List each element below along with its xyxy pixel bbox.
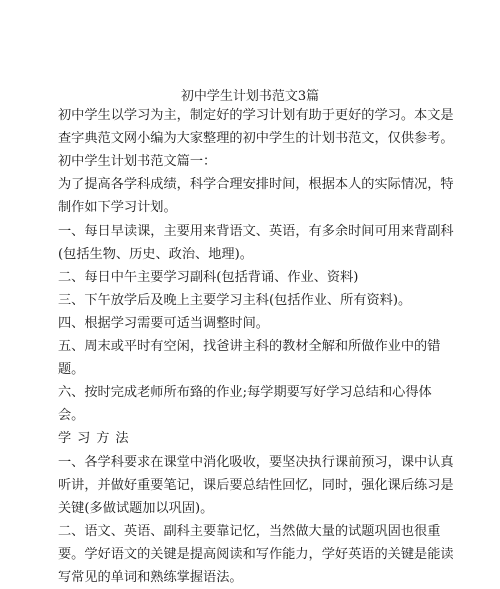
paragraph [58,104,488,150]
paragraph-line: 制作如下学习计划。 [58,200,177,216]
paragraph-line: 二、语文、英语、副科主要靠记忆，当然做大量的试题巩固也很重 [58,523,441,539]
paragraph-line: 一、每日早读课，主要用来背语文、英语，有多余时间可用来背副科 [58,223,454,239]
paragraph-line: 二、每日中午主要学习副科(包括背诵、作业、资料) [58,269,359,285]
paragraph-line: 三、下午放学后及晚上主要学习主科(包括作业、所有资料)。 [58,292,412,308]
paragraph [58,289,488,312]
paragraph-line: 初中学生以学习为主，制定好的学习计划有助于更好的学习。本文是 [58,108,454,123]
paragraph [58,150,488,173]
paragraph-line: 查字典范文网小编为大家整理的初中学生的计划书范文，仅供参考。 [58,131,454,146]
paragraph [58,335,488,381]
section-heading: 学习方法 [58,431,135,447]
paragraph-line: 四、根据学习需要可适当调整时间。 [58,315,269,331]
paragraph [58,173,488,219]
paragraph-line: 听讲，并做好重要笔记，课后要总结性回忆，同时，强化课后练习是 [58,477,454,493]
paragraph-line: 一、各学科要求在课堂中消化吸收，要坚决执行课前预习，课中认真 [58,454,454,470]
paragraph [58,520,488,589]
paragraph [58,381,488,427]
paragraph-line: 关键(多做试题加以巩固)。 [58,500,214,516]
paragraph-line: 要。学好语文的关键是提高阅读和写作能力，学好英语的关键是能读 [58,546,454,562]
paragraph [58,220,488,266]
paragraph [58,312,488,335]
paragraph-line: 会。 [58,408,85,424]
paragraph-line: 六、按时完成老师所布臵的作业;每学期要写好学习总结和心得体 [58,385,432,401]
paragraph [58,427,488,450]
document-title: 初中学生计划书范文3篇 [180,89,320,104]
paragraph [58,266,488,289]
paragraph-line: 写常见的单词和熟练掌握语法。 [58,569,243,585]
paragraph-line: (包括生物、历史、政治、地理)。 [58,246,253,262]
paragraph-line: 五、周末或平时有空闲，找爸讲主科的教材全解和所做作业中的错 [58,339,441,354]
paragraph [58,451,488,520]
paragraph-line: 初中学生计划书范文篇一： [58,154,217,170]
paragraph-line: 为了提高各学科成绩，科学合理安排时间，根据本人的实际情况，特 [58,177,454,193]
paragraph-line: 题。 [58,362,85,377]
